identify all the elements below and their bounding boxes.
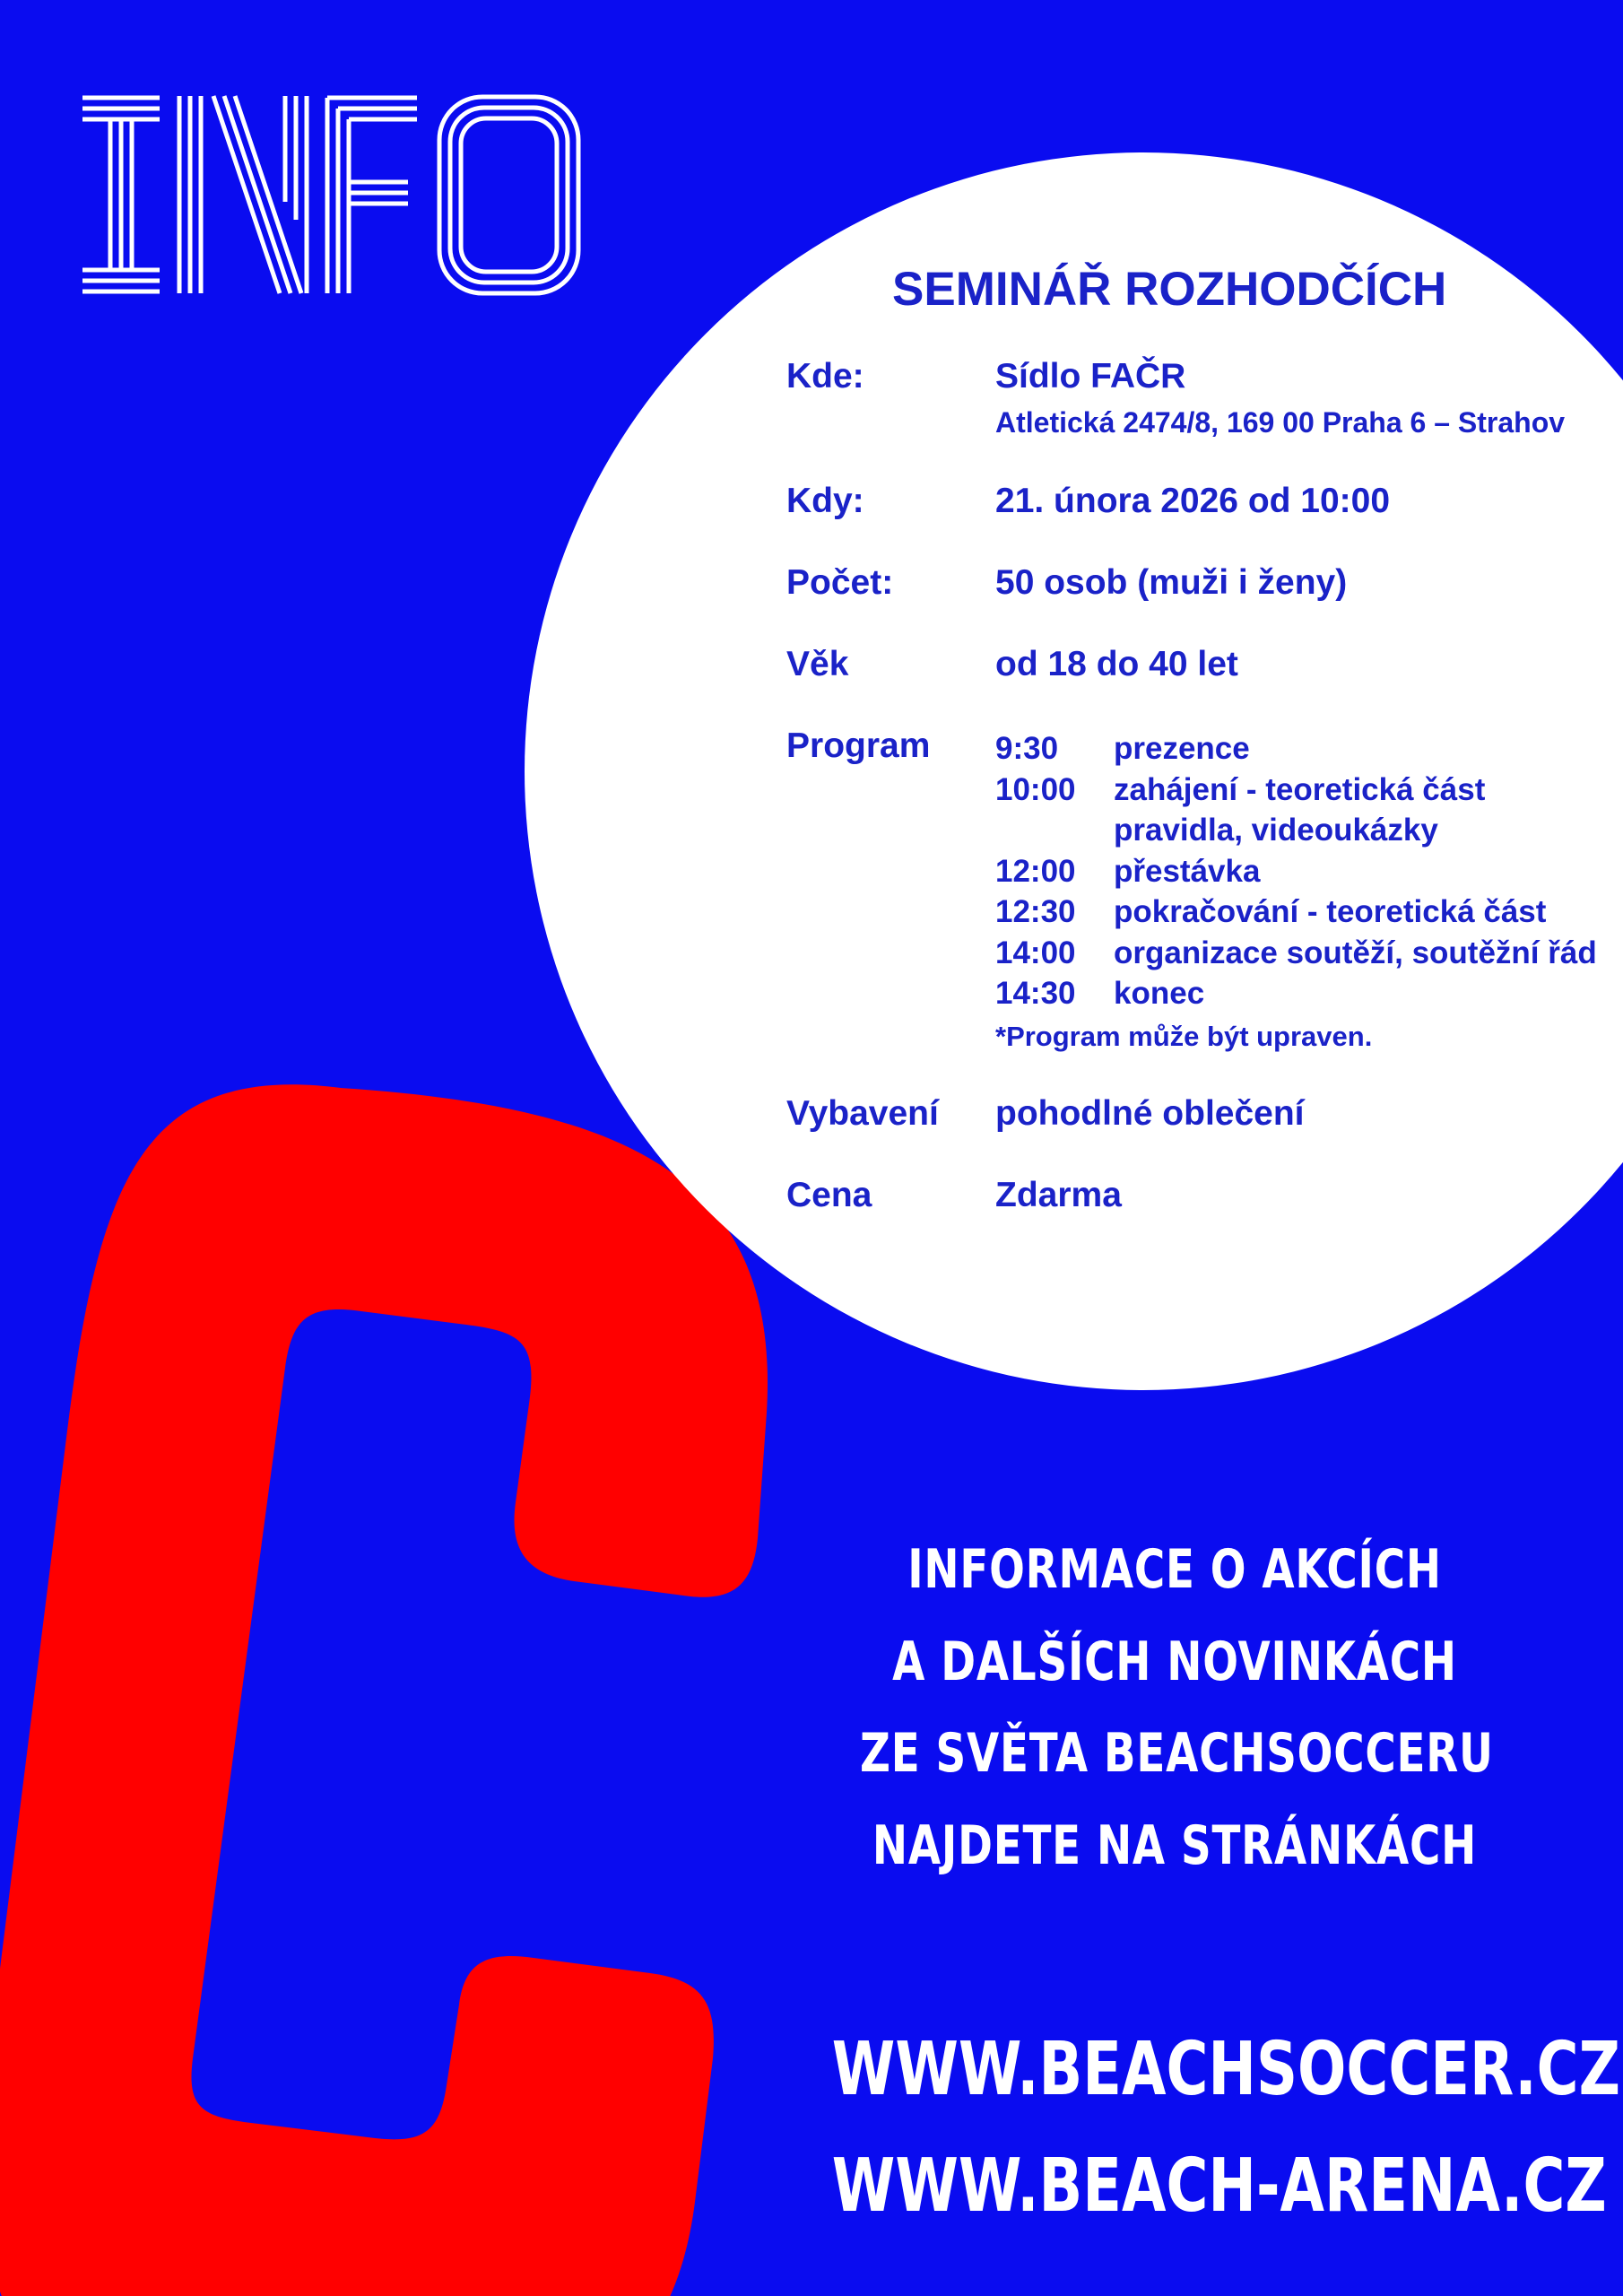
equipment-label: Vybavení xyxy=(786,1094,939,1133)
program-time: 12:30 xyxy=(995,894,1076,929)
program-label: Program xyxy=(786,726,931,765)
news-line: A DALŠÍCH NOVINKÁCH xyxy=(892,1631,1457,1693)
program-item: organizace soutěží, soutěžní řád xyxy=(1114,935,1597,970)
program-item: pravidla, videoukázky xyxy=(1114,813,1438,848)
beach-arena-link[interactable]: WWW.BEACH-ARENA.CZ xyxy=(831,2144,1607,2229)
when-label: Kdy: xyxy=(786,482,864,520)
program-time: 14:30 xyxy=(995,976,1076,1011)
program-item: zahájení - teoretická část xyxy=(1114,772,1486,807)
logo-letter-f xyxy=(327,98,417,293)
logo-letter-i xyxy=(82,98,160,291)
program-item: prezence xyxy=(1114,731,1250,766)
where-address: Atletická 2474/8, 169 00 Praha 6 – Strahov xyxy=(995,406,1566,439)
info-logo xyxy=(81,94,583,296)
news-line: INFORMACE O AKCÍCH xyxy=(907,1538,1442,1601)
program-item: pokračování - teoretická část xyxy=(1114,894,1547,929)
logo-letter-o xyxy=(439,97,578,293)
program-item: přestávka xyxy=(1114,854,1261,889)
news-line: ZE SVĚTA BEACHSOCCERU xyxy=(860,1722,1494,1785)
beachsoccer-link[interactable]: WWW.BEACHSOCCER.CZ xyxy=(831,2027,1621,2112)
seminar-title: SEMINÁŘ ROZHODČÍCH xyxy=(892,263,1447,316)
age-value: od 18 do 40 let xyxy=(995,645,1238,683)
program-time: 9:30 xyxy=(995,731,1059,766)
where-label: Kde: xyxy=(786,357,864,396)
price-value: Zdarma xyxy=(995,1176,1122,1214)
program-note: *Program může být upraven. xyxy=(995,1021,1373,1052)
program-item: konec xyxy=(1114,976,1205,1011)
when-value: 21. února 2026 od 10:00 xyxy=(995,482,1391,520)
where-value: Sídlo FAČR xyxy=(995,357,1186,396)
count-value: 50 osob (muži i ženy) xyxy=(995,563,1348,602)
program-time: 10:00 xyxy=(995,772,1076,807)
program-time: 14:00 xyxy=(995,935,1076,970)
equipment-value: pohodlné oblečení xyxy=(995,1094,1305,1133)
news-line: NAJDETE NA STRÁNKÁCH xyxy=(872,1814,1478,1877)
logo-letter-n xyxy=(179,96,307,293)
count-label: Počet: xyxy=(786,563,894,602)
red-c-shape xyxy=(0,1072,789,2296)
age-label: Věk xyxy=(786,645,849,683)
program-time: 12:00 xyxy=(995,854,1076,889)
price-label: Cena xyxy=(786,1176,872,1214)
